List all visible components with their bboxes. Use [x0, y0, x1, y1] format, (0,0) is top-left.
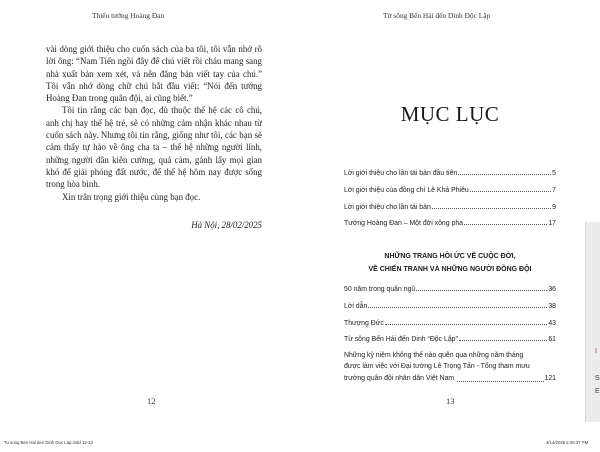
- print-footer-file: Tu song Ben Hai den Dinh Doc Lap.indd 12-13: [4, 440, 93, 445]
- body-paragraph: Tôi tin rằng các bạn đọc, dù thuộc thế hệ các cô chú, anh chị hay thế hệ trẻ, sẽ có những cảm nhận khác nhau từ cuốn sách này. Nhưng tôi tin rằng, giống như tôi, các bạn sẽ cảm thấy tự hào về ông cha ta – thế hệ những người lính, những người dân kiên cường, quả cảm, gánh lấy mọi gian khó để giải phóng đất nước, để thế hệ hôm nay được sống trong hòa bình.: [46, 105, 262, 190]
- toc-entry-label: Lời dẫn: [344, 302, 368, 310]
- dot-leader: [464, 224, 547, 225]
- dot-leader: [368, 307, 547, 308]
- right-running-header: Từ sông Bến Hải đến Dinh Độc Lập: [383, 11, 491, 20]
- toc-entry-label: Tướng Hoàng Đan – Một đời xông pha: [344, 220, 463, 228]
- toc-entry[interactable]: [344, 300, 556, 310]
- toc-section-heading: [300, 251, 600, 276]
- toc-entry[interactable]: [344, 167, 556, 177]
- toc-entry-page: 5: [552, 170, 556, 177]
- toc-entry[interactable]: [344, 201, 556, 211]
- toc-entry-page: 121: [544, 374, 556, 382]
- dot-leader: [459, 340, 548, 341]
- toc-entry-label: Lời giới thiệu cho lần tái bản: [344, 203, 431, 211]
- toc-entry[interactable]: [344, 333, 556, 343]
- toc-entry-label: Từ sông Bến Hải đến Dinh “Độc Lập”: [344, 336, 458, 344]
- toc-entry[interactable]: [344, 184, 556, 194]
- toc-entry-label: Thượng Đức: [344, 319, 384, 327]
- toc-entry-label: Lời giới thiệu của đồng chí Lê Khả Phiêu: [344, 186, 469, 194]
- right-page-number: 13: [446, 396, 455, 406]
- edge-glyph: I: [595, 348, 597, 355]
- toc-entry-last-line: [344, 373, 556, 384]
- dot-leader: [416, 290, 547, 291]
- toc-entry-page: 7: [552, 186, 556, 194]
- toc-entry[interactable]: [344, 283, 556, 293]
- print-footer-timestamp: 3/14/2025 2:26:37 PM: [546, 440, 589, 445]
- toc-entry-label-line: được làm việc với Đại tướng Lê Trọng Tấn - Tổng tham mưu: [344, 363, 530, 371]
- dot-leader: [432, 208, 551, 209]
- toc-entry-page: 43: [548, 319, 556, 327]
- dot-leader: [470, 191, 551, 192]
- toc-entry-label-line: Những kỷ niệm không thể nào quên qua những năm tháng: [344, 352, 524, 359]
- toc-entry-label: 50 năm trong quân ngũ: [344, 286, 416, 293]
- dot-leader: [385, 324, 548, 325]
- toc-entry[interactable]: [344, 317, 556, 327]
- toc-entry-page: 36: [548, 286, 556, 293]
- toc-entry-page: 9: [552, 203, 556, 211]
- left-page-number: 12: [147, 396, 156, 406]
- body-paragraph: Xin trân trọng giới thiệu cùng bạn đọc.: [62, 191, 201, 202]
- toc-title: MỤC LỤC: [400, 102, 500, 126]
- edge-glyph: S: [595, 375, 600, 382]
- toc-entry-multiline[interactable]: [344, 350, 556, 384]
- toc-entry-page: 17: [548, 220, 556, 228]
- left-body-text: [46, 43, 262, 203]
- signoff-date: Hà Nội, 28/02/2025: [191, 220, 262, 230]
- toc-entry-page: 61: [548, 336, 556, 344]
- toc-entry[interactable]: [344, 217, 556, 227]
- dot-leader: [458, 174, 551, 175]
- toc-entry-page: 38: [548, 302, 556, 310]
- toc-list-front: [344, 167, 556, 234]
- toc-list-memoir: [344, 283, 556, 350]
- section-heading-line: NHỮNG TRANG HỒI ỨC VỀ CUỘC ĐỜI,: [384, 253, 516, 260]
- dot-leader: [457, 381, 543, 382]
- body-paragraph: vài dòng giới thiệu cho cuốn sách của ba tôi, tôi vẫn nhớ rõ lời ông: “Nam Tiến ngồi đây để chú viết rồi cháu mang sang nhà xuất bản xem xét, và nên đăng bản viết tay của chú.” Tôi vẫn nhớ dòng chữ chú bắt đầu viết: “Nói đến tướng Hoàng Đan trong quân đội, ai cũng biết.”: [46, 44, 262, 104]
- left-running-header: Thiếu tướng Hoàng Đan: [92, 11, 165, 20]
- toc-entry-label: Lời giới thiệu cho lần tái bản đầu tiên: [344, 170, 458, 177]
- section-heading-line: VỀ CHIẾN TRANH VÀ NHỮNG NGƯỜI ĐỒNG ĐỘI: [368, 265, 532, 273]
- right-page: [300, 0, 600, 452]
- toc-entry-label-line: trưởng quân đội nhân dân Việt Nam: [344, 374, 455, 382]
- edge-glyph: E: [595, 388, 600, 395]
